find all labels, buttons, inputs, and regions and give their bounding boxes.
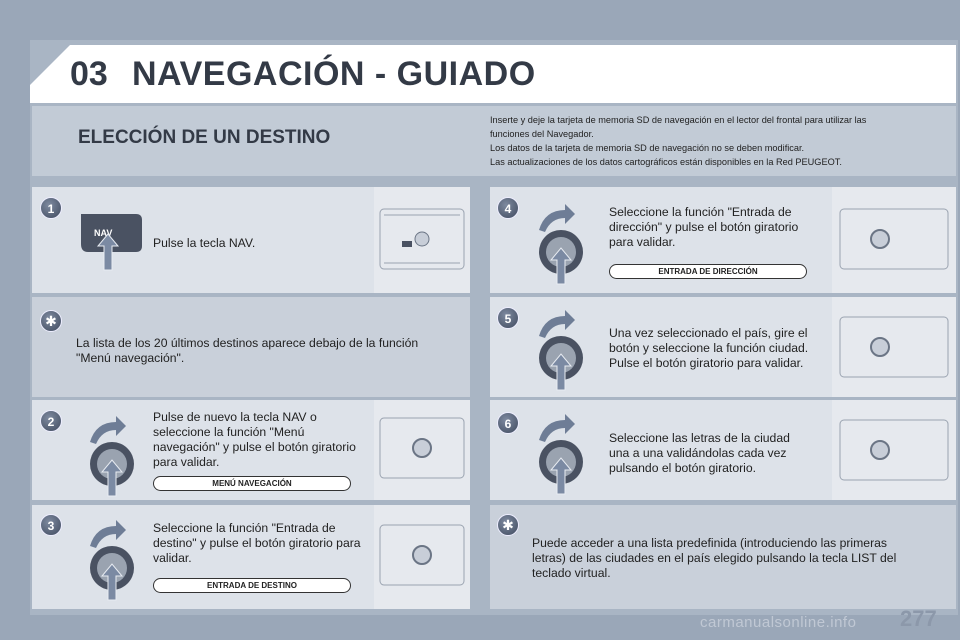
radio-unit-illustration <box>832 187 956 293</box>
step-2-text: Pulse de nuevo la tecla NAV o seleccione la función "Menú navegación" y pulse el botón giratorio para validar. <box>153 410 356 469</box>
rotary-knob-icon <box>82 516 142 602</box>
rotary-knob-icon <box>531 410 591 496</box>
step-1-number: 1 <box>40 197 62 219</box>
lightbulb-icon: ✱ <box>40 310 62 332</box>
intro-line: Las actualizaciones de los datos cartográficos están disponibles en la Red PEUGEOT. <box>490 157 842 167</box>
step-4-text: Seleccione la función "Entrada de dirección" y pulse el botón giratorio para validar. <box>609 205 799 249</box>
step-2-number: 2 <box>40 410 62 432</box>
chapter-number: 03 <box>70 55 108 93</box>
radio-unit-illustration <box>374 187 470 293</box>
rotary-knob-icon <box>82 412 142 498</box>
step-5-text: Una vez seleccionado el país, gire el botón y seleccione la función ciudad. Pulse el botón giratorio para validar. <box>609 326 809 370</box>
tip-1-text: La lista de los 20 últimos destinos aparece debajo de la función "Menú navegación". <box>76 336 419 365</box>
lightbulb-icon: ✱ <box>497 514 519 536</box>
step-2-menu-pill: MENÚ NAVEGACIÓN <box>153 476 351 491</box>
radio-unit-illustration <box>374 400 470 500</box>
radio-unit-illustration <box>374 505 470 609</box>
step-4-number: 4 <box>497 197 519 219</box>
radio-unit-illustration <box>832 297 956 397</box>
step-4-menu-pill: ENTRADA DE DIRECCIÓN <box>609 264 807 279</box>
intro-line: Inserte y deje la tarjeta de memoria SD de navegación en el lector del frontal para utilizar las <box>490 115 867 125</box>
step-1-text: Pulse la tecla NAV. <box>153 236 256 250</box>
step-6-text: Seleccione las letras de la ciudad una a una validándolas cada vez pulsando el botón giratorio. <box>609 431 790 475</box>
radio-unit-illustration <box>832 400 956 500</box>
step-5-number: 5 <box>497 307 519 329</box>
nav-key-label: NAV <box>94 228 113 238</box>
page-title: NAVEGACIÓN - GUIADO <box>132 55 536 93</box>
step-3-menu-pill: ENTRADA DE DESTINO <box>153 578 351 593</box>
intro-text <box>490 113 930 169</box>
nav-key-icon <box>76 210 146 272</box>
watermark: carmanualsonline.info <box>700 614 857 631</box>
page-number: 277 <box>900 606 937 631</box>
section-title: ELECCIÓN DE UN DESTINO <box>78 127 331 148</box>
intro-line: Los datos de la tarjeta de memoria SD de navegación no se deben modificar. <box>490 143 805 153</box>
rotary-knob-icon <box>531 200 591 286</box>
tip-2-text: Puede acceder a una lista predefinida (introduciendo las primeras letras) de las ciudades en el país elegido pulsando la tecla LIST del teclado virtual. <box>532 536 897 580</box>
step-3-number: 3 <box>40 514 62 536</box>
rotary-knob-icon <box>531 306 591 392</box>
step-3-text: Seleccione la función "Entrada de destino" y pulse el botón giratorio para validar. <box>153 521 361 565</box>
step-6-number: 6 <box>497 412 519 434</box>
intro-line: funciones del Navegador. <box>490 129 594 139</box>
